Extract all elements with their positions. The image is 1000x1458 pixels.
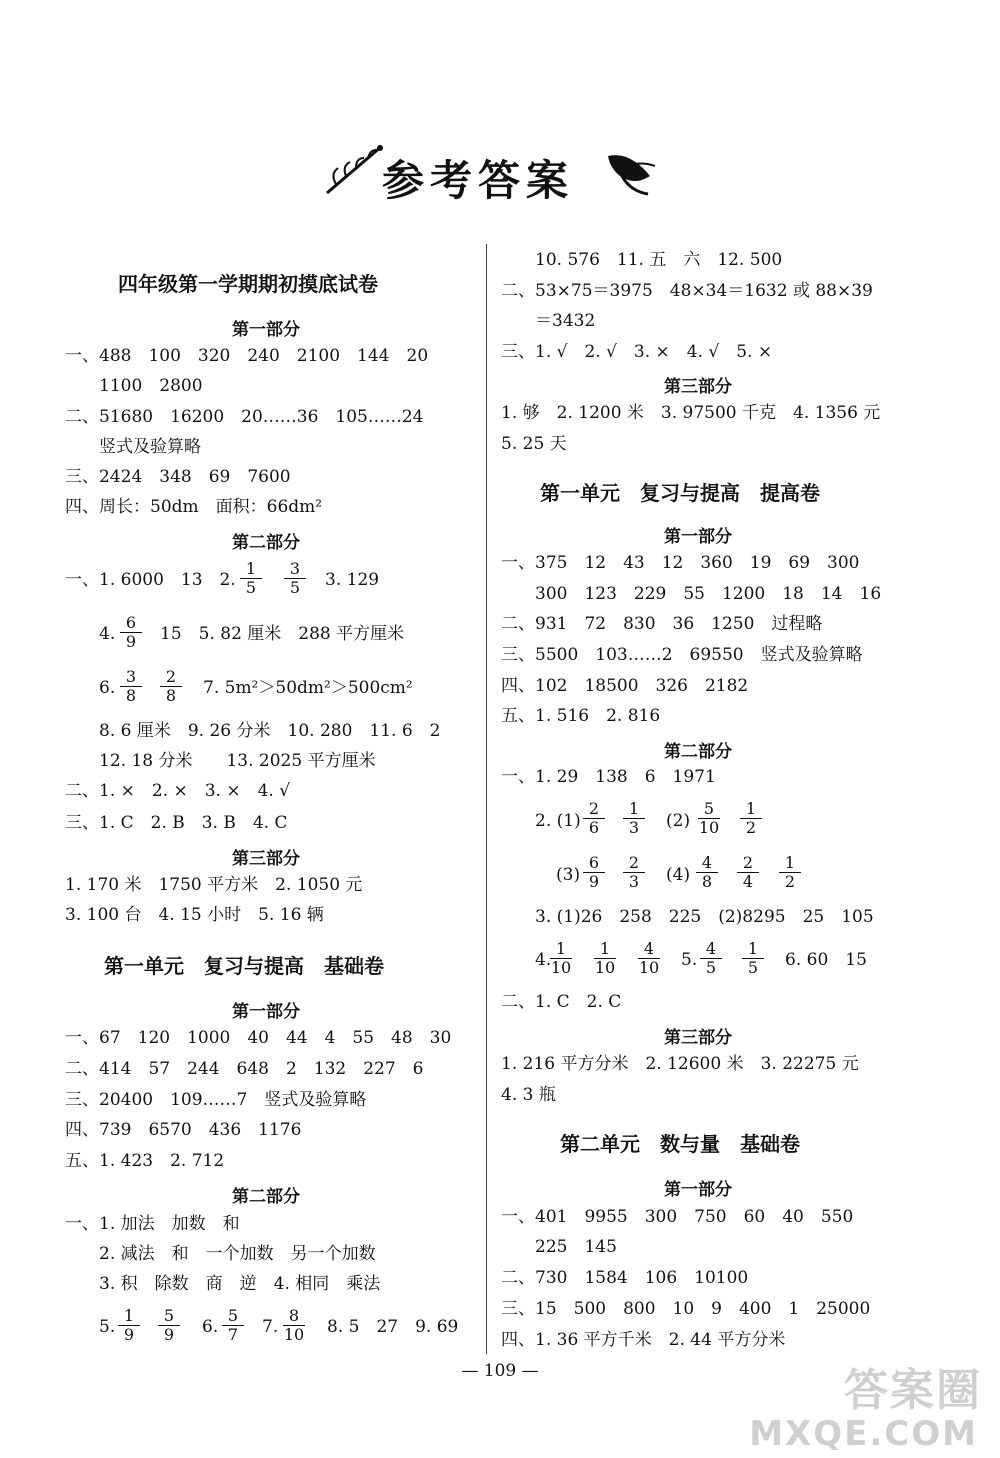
answer-line: 三、20400 109……7 竖式及验算略	[65, 1090, 367, 1110]
answer-line: 8. 5 27 9. 69	[327, 1317, 459, 1337]
answer-line: 5.	[99, 1317, 116, 1337]
answer-line: 3. (1)26 258 225 (2)8295 25 105	[535, 907, 874, 927]
section-heading: 第一单元 复习与提高 提高卷	[540, 481, 820, 505]
part-heading: 第二部分	[232, 533, 300, 553]
fraction: $\frac{3}{8}$	[120, 668, 142, 705]
answer-line: 4.	[99, 624, 116, 644]
answer-line: 五、1. 516 2. 816	[501, 706, 661, 726]
answer-line: 四、周长：50dm 面积：66dm²	[65, 497, 323, 517]
answer-line: 三、2424 348 69 7600	[65, 467, 291, 487]
title-area	[0, 138, 1000, 210]
part-heading: 第二部分	[664, 742, 732, 762]
answer-line: 4. 3 瓶	[501, 1085, 556, 1105]
answer-line: 一、1. 6000 13 2.	[65, 570, 236, 590]
answer-line: 三、1. C 2. B 3. B 4. C	[65, 813, 288, 833]
answer-line: 3. 积 除数 商 逆 4. 相同 乘法	[99, 1274, 381, 1294]
fraction: $\frac{5}{10}$	[698, 799, 720, 837]
page-title: 参考答案	[382, 156, 575, 205]
answer-line: 一、488 100 320 240 2100 144 20	[65, 346, 429, 366]
answer-line: 6.	[99, 678, 116, 698]
fraction: $\frac{1}{9}$	[118, 1307, 140, 1344]
answer-line: 6. 60 15	[785, 950, 867, 970]
fraction: $\frac{4}{8}$	[696, 854, 718, 891]
part-heading: 第三部分	[664, 1028, 732, 1048]
answer-line: 五、1. 423 2. 712	[65, 1151, 225, 1171]
part-heading: 第三部分	[664, 377, 732, 397]
fraction: $\frac{6}{9}$	[120, 614, 142, 651]
answer-line: 5. 25 天	[501, 434, 567, 454]
section-heading: 第一单元 复习与提高 基础卷	[104, 954, 384, 978]
answer-line: (4)	[666, 865, 691, 885]
part-heading: 第一部分	[232, 320, 300, 340]
part-heading: 第一部分	[232, 1002, 300, 1022]
leaf-ornament-icon	[600, 146, 660, 201]
answer-line: 二、730 1584 106 10100	[501, 1268, 749, 1288]
watermark-text: 答案圈	[844, 1365, 982, 1416]
part-heading: 第二部分	[232, 1187, 300, 1207]
fraction: $\frac{1}{2}$	[779, 854, 801, 891]
answer-line: 三、15 500 800 10 9 400 1 25000	[501, 1299, 871, 1319]
answer-line: 8. 6 厘米 9. 26 分米 10. 280 11. 6 2	[99, 721, 441, 741]
fraction: $\frac{1}{5}$	[240, 560, 262, 597]
fraction: $\frac{3}{5}$	[284, 560, 306, 597]
watermark-url: MXQE.COM	[749, 1414, 978, 1454]
fraction: $\frac{2}{8}$	[160, 668, 182, 705]
answer-line: (2)	[666, 811, 691, 831]
answer-line: 二、53×75＝3975 48×34＝1632 或 88×39	[501, 281, 873, 301]
answer-line: 四、1. 36 平方千米 2. 44 平方分米	[501, 1330, 786, 1350]
answer-line: 二、414 57 244 648 2 132 227 6	[65, 1059, 424, 1079]
answer-line: 一、67 120 1000 40 44 4 55 48 30	[65, 1028, 452, 1048]
fraction: $\frac{2}{6}$	[583, 800, 605, 837]
answer-line: 二、1. × 2. × 3. × 4. √	[65, 781, 291, 801]
answer-line: 7. 5m²＞50dm²＞500cm²	[203, 678, 413, 698]
answer-line: 1. 216 平方分米 2. 12600 米 3. 22275 元	[501, 1054, 859, 1074]
answer-line: 1100 2800	[99, 376, 203, 396]
answer-line: 10. 576 11. 五 六 12. 500	[535, 250, 783, 270]
answer-line: 四、739 6570 436 1176	[65, 1120, 302, 1140]
answer-line: 2. 减法 和 一个加数 另一个加数	[99, 1244, 376, 1264]
answer-line: ＝3432	[535, 311, 596, 331]
answer-line: 15 5. 82 厘米 288 平方厘米	[160, 624, 405, 644]
answer-line: 一、401 9955 300 750 60 40 550	[501, 1207, 854, 1227]
section-heading: 第二单元 数与量 基础卷	[560, 1132, 800, 1156]
answer-line: 二、931 72 830 36 1250 过程略	[501, 614, 823, 634]
fraction: $\frac{5}{9}$	[158, 1307, 180, 1344]
answer-line: 一、375 12 43 12 360 19 69 300	[501, 553, 860, 573]
fraction: $\frac{1}{10}$	[550, 939, 572, 977]
fraction: $\frac{6}{9}$	[583, 854, 605, 891]
answer-line: 三、5500 103……2 69550 竖式及验算略	[501, 645, 863, 665]
fraction: $\frac{1}{5}$	[742, 940, 764, 977]
fraction: $\frac{2}{4}$	[737, 854, 759, 891]
answer-line: 12. 18 分米 13. 2025 平方厘米	[99, 751, 376, 771]
fraction: $\frac{4}{5}$	[700, 940, 722, 977]
answer-line: 225 145	[535, 1237, 617, 1257]
answer-line: 3. 100 台 4. 15 小时 5. 16 辆	[65, 905, 324, 925]
fraction: $\frac{2}{3}$	[623, 854, 645, 891]
part-heading: 第一部分	[664, 527, 732, 547]
answer-line: 6.	[202, 1317, 219, 1337]
answer-line: 2. (1)	[535, 811, 581, 831]
answer-line: 1. 够 2. 1200 米 3. 97500 千克 4. 1356 元	[501, 403, 881, 423]
fraction: $\frac{1}{3}$	[623, 800, 645, 837]
fraction: $\frac{5}{7}$	[222, 1307, 244, 1344]
part-heading: 第三部分	[232, 849, 300, 869]
fraction: $\frac{1}{2}$	[740, 800, 762, 837]
fraction: $\frac{1}{10}$	[594, 939, 616, 977]
fraction: $\frac{8}{10}$	[283, 1306, 305, 1344]
answer-line: 二、1. C 2. C	[501, 992, 622, 1012]
page-number: — 109 —	[461, 1361, 539, 1381]
part-heading: 第一部分	[664, 1180, 732, 1200]
answer-line: 二、51680 16200 20……36 105……24	[65, 407, 424, 427]
answer-line: 四、102 18500 326 2182	[501, 676, 749, 696]
answer-line: 三、1. √ 2. √ 3. × 4. √ 5. ×	[501, 342, 773, 362]
fraction: $\frac{4}{10}$	[638, 939, 660, 977]
answer-line: 4.	[535, 950, 552, 970]
column-divider	[486, 244, 487, 1354]
section-heading: 四年级第一学期期初摸底试卷	[118, 272, 378, 296]
answer-line: 竖式及验算略	[99, 437, 201, 457]
answer-line: 300 123 229 55 1200 18 14 16	[535, 584, 882, 604]
answer-line: (3)	[556, 865, 581, 885]
answer-line: 一、1. 加法 加数 和	[65, 1214, 240, 1234]
answer-line: 5.	[681, 950, 698, 970]
answer-line: 1. 170 米 1750 平方米 2. 1050 元	[65, 875, 363, 895]
answer-line: 3. 129	[325, 570, 380, 590]
answer-line: 一、1. 29 138 6 1971	[501, 767, 716, 787]
answer-line: 7.	[262, 1317, 279, 1337]
